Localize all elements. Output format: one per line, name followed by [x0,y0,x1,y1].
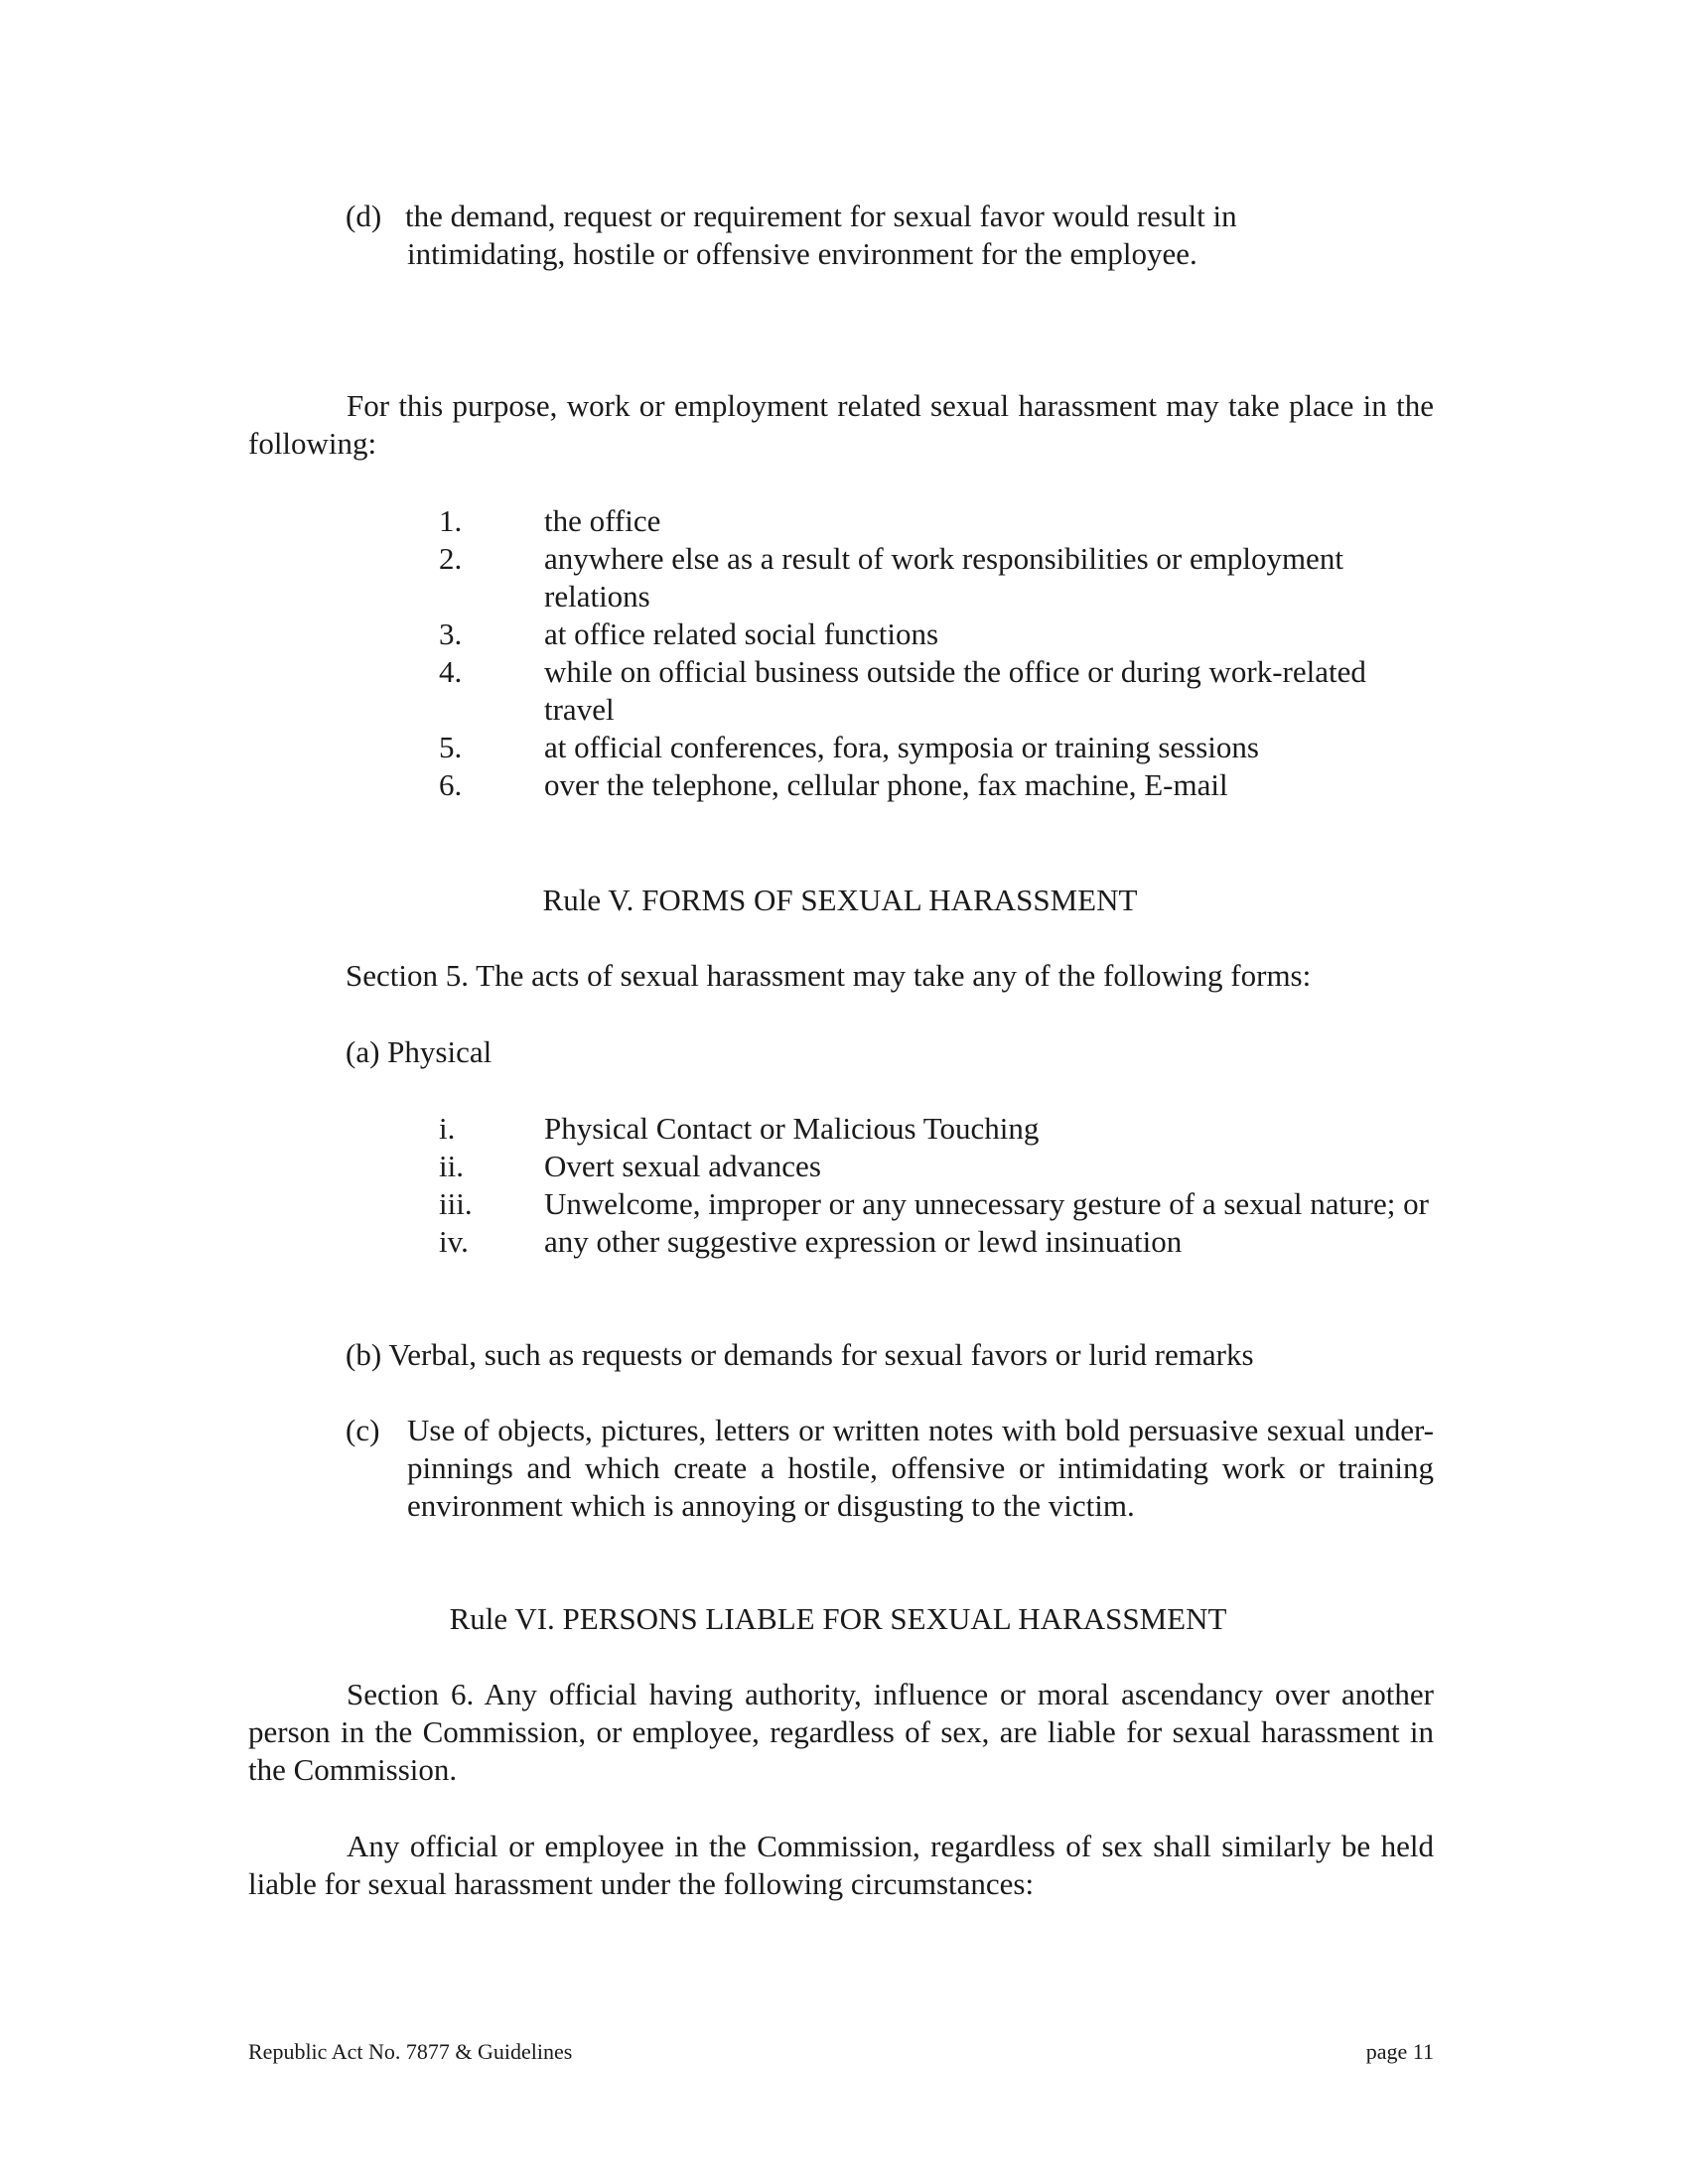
item-c-text: Use of objects, pictures, letters or written notes with bold persuasive sexual under-pinnings and which create a hostile, offensive or intimidating work or training environment which is annoying or disgusting to the victim. [407,1413,1434,1523]
rule-5-heading: Rule V. FORMS OF SEXUAL HARASSMENT [542,883,1138,917]
item-d-line1: the demand, request or requirement for sexual favor would result in [405,199,1237,233]
item-c [346,1412,1434,1525]
section-6-text: Section 6. Any official having authority, influence or moral ascendancy over another person in the Commission, or employee, regardless of sex, are liable for sexual harassment in the Commission. [248,1677,1434,1787]
verbal-item: (b) Verbal, such as requests or demands for sexual favors or lurid remarks [346,1337,1254,1372]
item-d-line2: intimidating, hostile or offensive environment for the employee. [407,236,1197,271]
list-item: 2. anywhere else as a result of work responsibilities or employment relations [439,541,1343,614]
list-item: iv. any other suggestive expression or lewd insinuation [439,1224,1183,1259]
physical-label: (a) Physical [346,1034,492,1069]
list-item: i. Physical Contact or Malicious Touching [439,1111,1040,1146]
item-d [346,198,1434,273]
footer-title: Republic Act No. 7877 & Guidelines [248,2039,573,2064]
item-d-label: (d) [346,199,382,233]
rule-6-heading: Rule VI. PERSONS LIABLE FOR SEXUAL HARASSMENT [449,1601,1227,1636]
list-item: ii. Overt sexual advances [439,1149,821,1183]
item-c-label: (c) [346,1413,380,1447]
liable-paragraph: Any official or employee in the Commission, regardless of sex shall similarly be held liable for sexual harassment under the following circumstances: [248,1829,1434,1901]
list-item: 4. while on official business outside the office or during work-related travel [439,654,1366,727]
list-item: 3. at office related social functions [439,616,939,651]
places-list [439,502,1432,804]
list-item: iii. Unwelcome, improper or any unnecessary gesture of a sexual nature; or [439,1186,1429,1221]
page-number: page 11 [1365,2039,1434,2064]
list-item: 1. the office [439,503,661,538]
list-item: 6. over the telephone, cellular phone, fax machine, E-mail [439,767,1228,802]
list-item: 5. at official conferences, fora, symposia or training sessions [439,730,1259,764]
intro-paragraph: For this purpose, work or employment related sexual harassment may take place in the following: [248,388,1434,461]
section-5-text: Section 5. The acts of sexual harassment may take any of the following forms: [346,958,1312,993]
physical-list [439,1110,1432,1261]
